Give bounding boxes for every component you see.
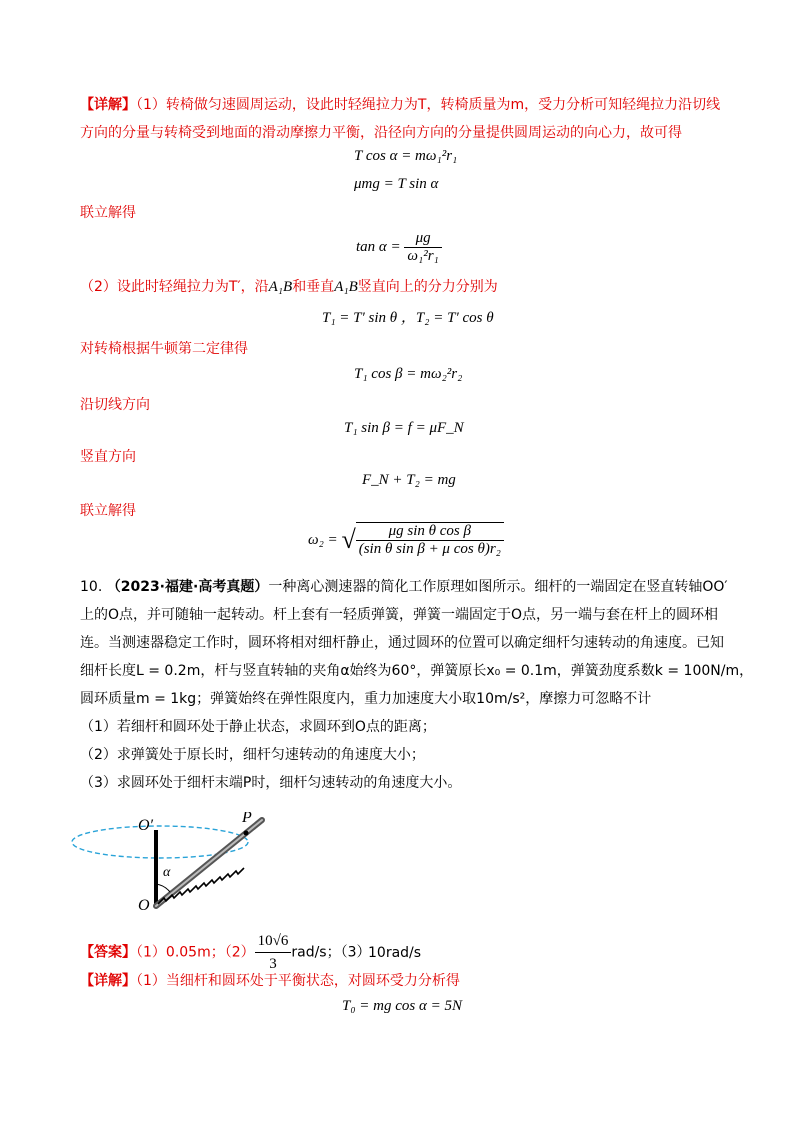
equation-3-fraction: [404, 230, 441, 265]
equation-8-numerator: μg sin θ cos β: [356, 523, 504, 541]
label-o: O: [138, 897, 150, 914]
question-number: 10.: [80, 579, 103, 595]
question-text-5: 圆环质量m = 1kg；弹簧始终在弹性限度内，重力加速度大小取10m/s²，摩擦力可忽略不计: [80, 691, 652, 707]
answer-part-3: 10rad/s: [368, 945, 422, 961]
question-text-4: 细杆长度L = 0.2m，杆与竖直转轴的夹角α始终为60°，弹簧原长x₀ = 0.1m，弹簧劲度系数k = 100N/m，: [80, 663, 754, 679]
detail-line-2: 方向的分量与转椅受到地面的滑动摩擦力平衡，沿径向方向的分量提供圆周运动的向心力，故可得: [80, 125, 682, 141]
newton-label: 对转椅根据牛顿第二定律得: [80, 341, 248, 357]
part-2-intro: [80, 276, 498, 298]
question-source: （2023·福建·高考真题）: [106, 579, 269, 595]
equation-7: F_N + T₂ = mg: [362, 472, 456, 488]
ring-point: [244, 831, 249, 836]
detail-2-text: （1）当细杆和圆环处于平衡状态，对圆环受力分析得: [136, 973, 460, 989]
detail-tag-2: 【详解】: [80, 973, 136, 989]
vertical-label: 竖直方向: [80, 449, 136, 465]
sqrt-sign: √: [341, 525, 356, 554]
detail-line-1: （1）转椅做匀速圆周运动，设此时轻绳拉力为T，转椅质量为m，受力分析可知轻绳拉力沿切线: [136, 97, 721, 113]
solve-label-2: 联立解得: [80, 503, 136, 519]
ab-symbol-2: A₁B: [334, 279, 358, 295]
equation-3: [356, 230, 442, 265]
label-alpha: α: [163, 865, 171, 880]
equation-8-fraction: [356, 522, 504, 558]
question-text-2: 上的O点，并可随轴一起转动。杆上套有一轻质弹簧，弹簧一端固定于O点，另一端与套在杆上的圆环相: [80, 607, 719, 623]
equation-3-lhs: tan α =: [356, 238, 401, 255]
answer-fraction: [255, 930, 292, 975]
equation-2: μmg = T sin α: [354, 176, 439, 192]
sub-question-3: （3）求圆环处于细杆末端P时，细杆匀速转动的角速度大小。: [80, 775, 462, 791]
answer-line: [80, 930, 371, 970]
answer-tag: 【答案】: [80, 944, 136, 961]
ab-symbol-1: A₁B: [268, 279, 293, 295]
sub-question-1: （1）若细杆和圆环处于静止状态，求圆环到O点的距离；: [80, 719, 436, 735]
equation-8-lhs: ω₂ =: [308, 531, 338, 548]
equation-5: T₁ cos β = mω₂²r₂: [354, 366, 463, 382]
spring: [158, 868, 244, 904]
equation-8-denominator: (sin θ sin β + μ cos θ)r₂: [358, 541, 501, 557]
equation-8: [308, 522, 504, 558]
part-2-text-c: 竖直向上的分力分别为: [357, 279, 498, 295]
answer-unit: rad/s；（3）: [291, 944, 371, 961]
equation-6: T₁ sin β = f = μF_N: [344, 420, 464, 436]
label-p: P: [242, 812, 252, 826]
part-2-text-b: 和垂直: [292, 279, 335, 295]
equation-1: T cos α = mω₁²r₁: [354, 148, 458, 164]
answer-part-1: （1）0.05m；（2）: [136, 944, 255, 961]
detail-tag: 【详解】: [80, 97, 136, 113]
label-o-prime: O′: [138, 817, 154, 834]
detail-paragraph-2: [80, 970, 460, 992]
detail-paragraph-1: [80, 94, 720, 116]
question-10-line-1: [80, 576, 728, 598]
question-text-3: 连。当测速器稳定工作时，圆环将相对细杆静止，通过圆环的位置可以确定细杆匀速转动的角速度。已知: [80, 635, 724, 651]
equation-3-denominator: ω₁²r₁: [407, 248, 439, 264]
solve-label-1: 联立解得: [80, 205, 136, 221]
equation-3-numerator: μg: [404, 230, 441, 248]
answer-fraction-numerator: 10√6: [255, 930, 292, 953]
equation-4: T₁ = T′ sin θ ，T₂ = T′ cos θ: [322, 310, 494, 326]
answer-fraction-denominator: 3: [269, 956, 277, 972]
centrifuge-figure: [66, 812, 276, 922]
part-2-text-a: （2）设此时轻绳拉力为T′，沿: [80, 279, 269, 295]
angle-arc: [156, 884, 170, 892]
tangent-label: 沿切线方向: [80, 397, 150, 413]
sub-question-2: （2）求弹簧处于原长时，细杆匀速转动的角速度大小；: [80, 747, 425, 763]
equation-9: T₀ = mg cos α = 5N: [342, 998, 463, 1014]
question-text-1: 一种离心测速器的简化工作原理如图所示。细杆的一端固定在竖直转轴OO′: [268, 579, 728, 595]
